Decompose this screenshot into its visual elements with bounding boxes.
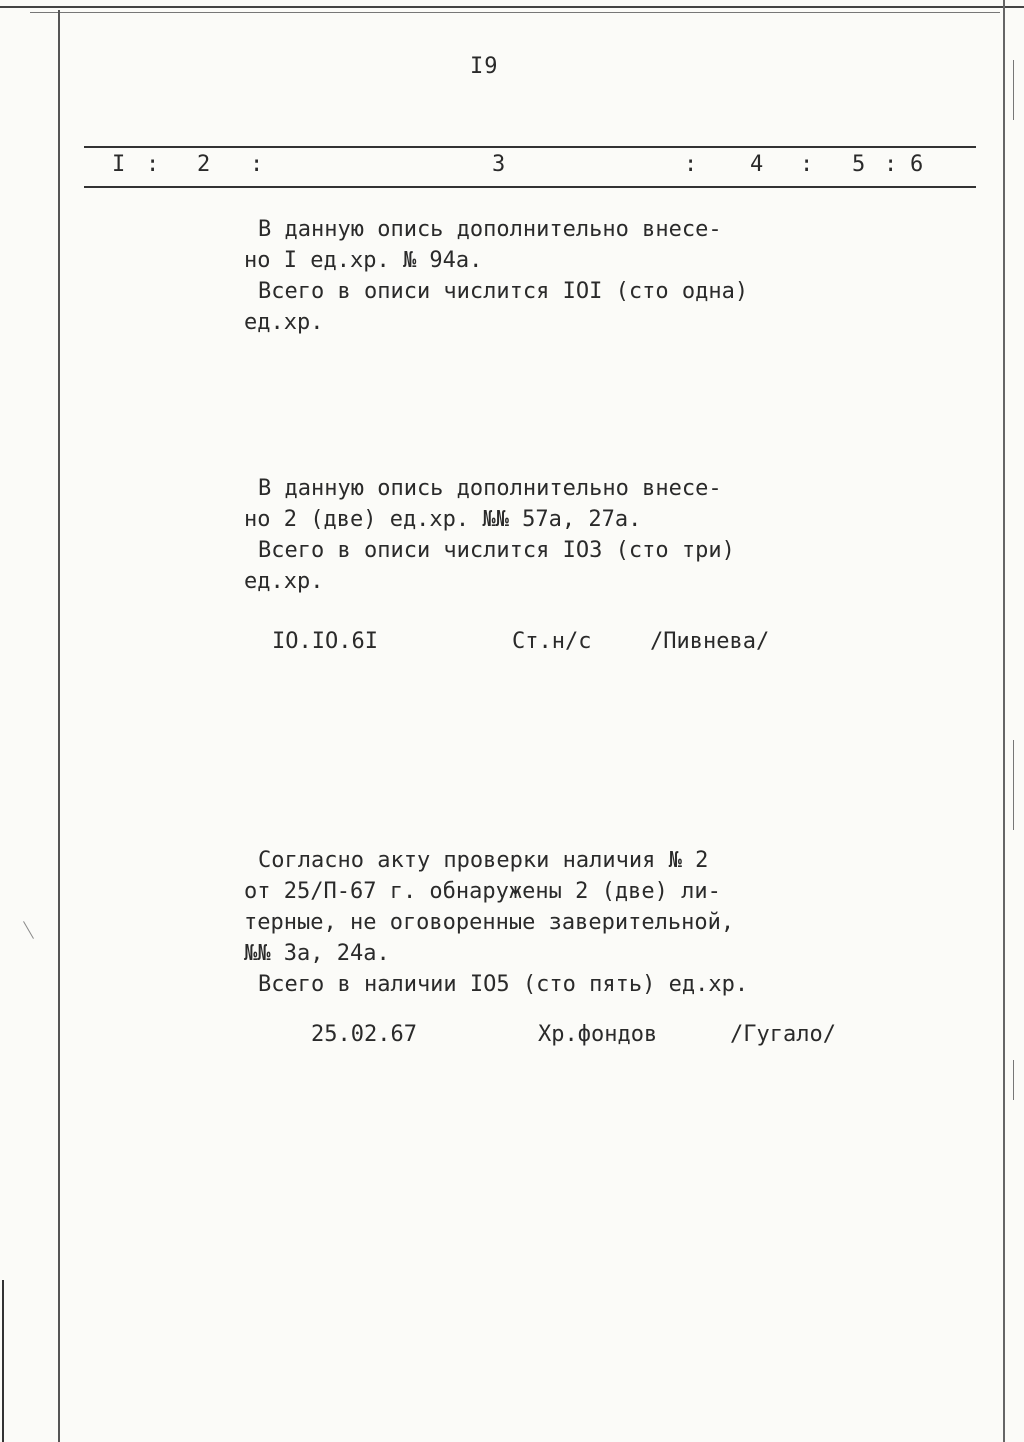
column-separator: :	[800, 152, 814, 177]
signature-date: IO.IO.6I	[272, 629, 378, 654]
note-line: Всего в наличии IO5 (сто пять) ед.хр.	[258, 972, 749, 997]
page-border-left	[58, 10, 60, 1442]
note-line: В данную опись дополнительно внесе-	[258, 476, 722, 501]
note-line: ед.хр.	[244, 310, 324, 335]
column-separator: :	[146, 152, 160, 177]
page-border-right	[1003, 0, 1005, 1442]
note-2	[244, 473, 735, 597]
note-line: ед.хр.	[244, 569, 324, 594]
page-border-top-inner	[30, 12, 1000, 13]
note-line: от 25/П-67 г. обнаружены 2 (две) ли-	[244, 879, 721, 904]
signature-position: Хр.фондов	[538, 1022, 658, 1047]
column-number: 3	[492, 152, 506, 177]
signature-name: /Пивнева/	[650, 629, 770, 654]
column-separator: :	[884, 152, 898, 177]
note-3	[244, 845, 748, 1000]
note-line: Всего в описи числится IOI (сто одна)	[258, 279, 749, 304]
column-number: 4	[750, 152, 764, 177]
scan-mark	[1013, 740, 1014, 830]
header-rule-bottom	[84, 186, 976, 188]
scan-edge-mark	[2, 1280, 4, 1442]
note-line: Согласно акту проверки наличия № 2	[258, 848, 709, 873]
note-line: №№ 3а, 24а.	[244, 941, 390, 966]
table-header	[0, 152, 1024, 182]
page-number: I9	[470, 54, 499, 79]
column-number: I	[112, 152, 126, 177]
scan-mark	[23, 921, 34, 939]
column-separator: :	[250, 152, 264, 177]
note-line: но I ед.хр. № 94а.	[244, 248, 483, 273]
note-line: В данную опись дополнительно внесе-	[258, 217, 722, 242]
header-rule-top	[84, 146, 976, 148]
column-separator: :	[684, 152, 698, 177]
note-line: терные, не оговоренные заверительной,	[244, 910, 735, 935]
scan-mark	[1013, 1060, 1014, 1100]
signature-name: /Гугало/	[730, 1022, 836, 1047]
signature-date: 25.02.67	[311, 1022, 417, 1047]
note-line: Всего в описи числится IO3 (сто три)	[258, 538, 735, 563]
note-3-signature-row	[0, 1022, 900, 1052]
column-number: 2	[197, 152, 211, 177]
note-2-signature-row	[0, 629, 900, 659]
note-1	[244, 214, 748, 338]
scan-mark	[1013, 60, 1014, 120]
column-number: 6	[910, 152, 924, 177]
column-number: 5	[852, 152, 866, 177]
note-line: но 2 (две) ед.хр. №№ 57а, 27а.	[244, 507, 642, 532]
signature-position: Ст.н/с	[512, 629, 592, 654]
page-border-top	[0, 6, 1024, 8]
